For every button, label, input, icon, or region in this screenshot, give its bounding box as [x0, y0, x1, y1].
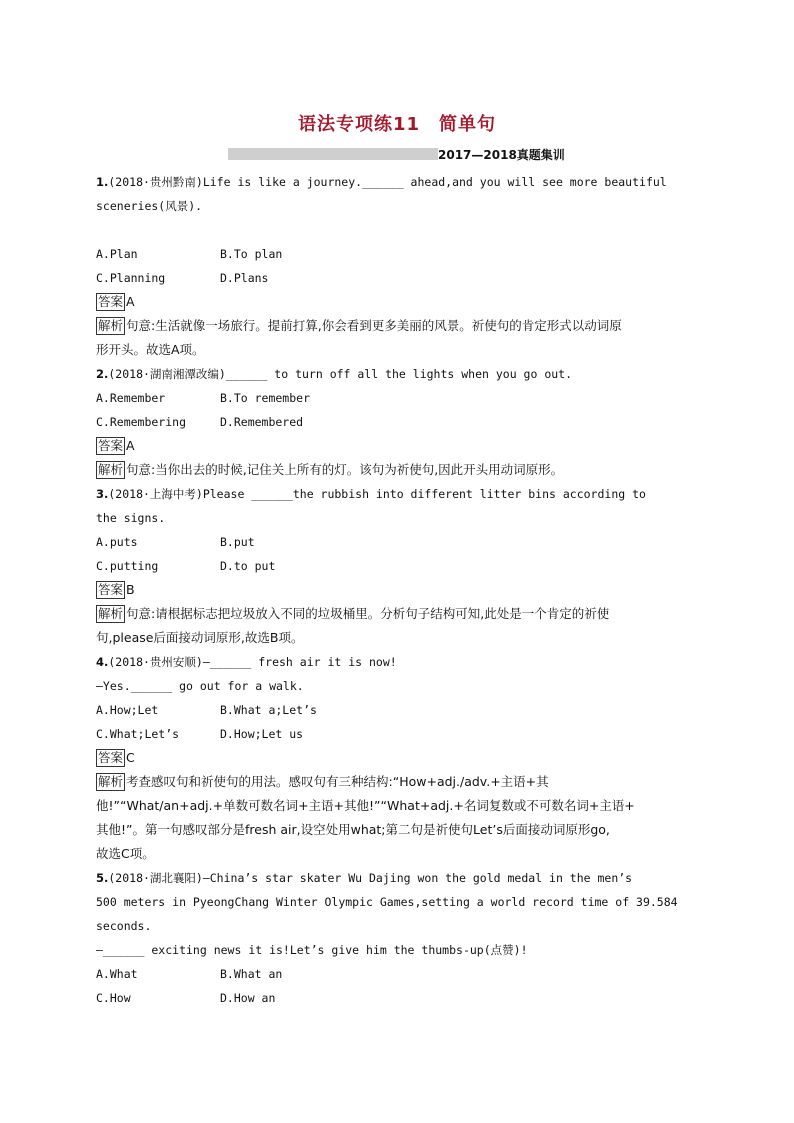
question-number: 5. [96, 871, 109, 885]
question-stem-text: (2018·贵州安顺)—______ fresh air it is now! [108, 655, 397, 669]
answer-value: A [126, 294, 135, 309]
option: D.How;Let us [220, 727, 304, 741]
page-title: 语法专项练11 简单句 [297, 114, 497, 135]
question-stem-line [96, 482, 706, 506]
option: D.How an [220, 991, 276, 1005]
answer-row [96, 434, 706, 458]
options-row [96, 722, 706, 746]
option: A.Plan [96, 247, 138, 261]
question-block [96, 482, 706, 650]
question-stem-text: —______ exciting news it is!Let’s give him the thumbs-up(点赞)! [96, 943, 528, 957]
analysis-line [96, 602, 706, 626]
question-stem-text: 500 meters in PyeongChang Winter Olympic Games,setting a world record time of 39.584 [96, 895, 678, 909]
answer-value: A [126, 438, 135, 453]
question-stem-text: seconds. [96, 919, 152, 933]
analysis-text: 他!”“What/an+adj.+单数可数名词+主语+其他!”“What+adj.+名词复数或不可数名词+主语+ [96, 798, 635, 813]
answer-tag: 答案 [98, 582, 124, 597]
question-stem-line [96, 938, 706, 962]
question-number: 2. [96, 367, 109, 381]
analysis-line [96, 338, 706, 362]
answer-value: B [126, 582, 135, 597]
option: D.Remembered [220, 415, 304, 429]
question-stem-line [96, 674, 706, 698]
question-stem-text: (2018·湖北襄阳)—China’s star skater Wu Dajing won the gold medal in the men’s [108, 871, 633, 885]
analysis-text: 考查感叹句和祈使句的用法。感叹句有三种结构:“How+adj./adv.+主语+其 [126, 774, 549, 789]
analysis-text: 句意:当你出去的时候,记住关上所有的灯。该句为祈使句,因此开头用动词原形。 [126, 462, 564, 477]
question-stem-text: (2018·上海中考)Please ______the rubbish into different litter bins according to [108, 487, 646, 501]
options-row [96, 410, 706, 434]
question-stem-text: (2018·湖南湘潭改编)______ to turn off all the lights when you go out. [108, 367, 573, 381]
analysis-text: 故选C项。 [96, 846, 155, 861]
analysis-text: 形开头。故选A项。 [96, 342, 205, 357]
option: D.Plans [220, 271, 269, 285]
analysis-line [96, 626, 706, 650]
question-stem-text: sceneries(风景). [96, 199, 203, 213]
options-row [96, 554, 706, 578]
question-stem-line [96, 890, 706, 914]
answer-tag: 答案 [98, 294, 124, 309]
options-row [96, 962, 706, 986]
question-stem-line [96, 650, 706, 674]
option: C.putting [96, 559, 159, 573]
question-block [96, 650, 706, 866]
question-number: 4. [96, 655, 109, 669]
option: C.How [96, 991, 131, 1005]
analysis-text: 句意:生活就像一场旅行。提前打算,你会看到更多美丽的风景。祈使句的肯定形式以动词原 [126, 318, 622, 333]
question-stem-text: (2018·贵州黔南)Life is like a journey.______ ahead,and you will see more beautiful [108, 175, 667, 189]
question-number: 1. [96, 175, 109, 189]
option: B.What an [220, 967, 283, 981]
option: C.Remembering [96, 415, 187, 429]
answer-row [96, 290, 706, 314]
question-number: 3. [96, 487, 109, 501]
section-bar [228, 148, 438, 160]
option: A.puts [96, 535, 138, 549]
analysis-line [96, 794, 706, 818]
option: C.Planning [96, 271, 166, 285]
option: B.put [220, 535, 255, 549]
spacer [96, 218, 706, 242]
answer-tag: 答案 [98, 438, 124, 453]
question-stem-line [96, 362, 706, 386]
question-block [96, 170, 706, 362]
analysis-text: 句意:请根据标志把垃圾放入不同的垃圾桶里。分析句子结构可知,此处是一个肯定的祈使 [126, 606, 610, 621]
question-stem-line [96, 506, 706, 530]
options-row [96, 266, 706, 290]
option: B.To remember [220, 391, 311, 405]
analysis-line [96, 818, 706, 842]
answer-value: C [126, 750, 135, 765]
analysis-line [96, 458, 706, 482]
analysis-tag: 解析 [98, 606, 124, 621]
option: D.to put [220, 559, 276, 573]
answer-row [96, 578, 706, 602]
question-block [96, 362, 706, 482]
answer-row [96, 746, 706, 770]
option: B.What a;Let’s [220, 703, 317, 717]
question-stem-text: the signs. [96, 511, 166, 525]
question-stem-line [96, 866, 706, 890]
question-stem-text: —Yes.______ go out for a walk. [96, 679, 304, 693]
options-row [96, 386, 706, 410]
question-block [96, 866, 706, 1010]
analysis-text: 其他!”。第一句感叹部分是fresh air,设空处用what;第二句是祈使句Let’s后面接动词原形go, [96, 822, 610, 837]
options-row [96, 986, 706, 1010]
option: B.To plan [220, 247, 283, 261]
answer-tag: 答案 [98, 750, 124, 765]
option: C.What;Let’s [96, 727, 180, 741]
options-row [96, 242, 706, 266]
section-heading: 2017—2018真题集训 [438, 148, 565, 162]
analysis-line [96, 770, 706, 794]
analysis-line [96, 842, 706, 866]
option: A.How;Let [96, 703, 159, 717]
option: A.What [96, 967, 138, 981]
analysis-tag: 解析 [98, 318, 124, 333]
analysis-tag: 解析 [98, 462, 124, 477]
question-stem-line [96, 914, 706, 938]
question-stem-line [96, 194, 706, 218]
analysis-tag: 解析 [98, 774, 124, 789]
question-stem-line [96, 170, 706, 194]
options-row [96, 530, 706, 554]
question-list [96, 170, 706, 1010]
analysis-text: 句,please后面接动词原形,故选B项。 [96, 630, 304, 645]
option: A.Remember [96, 391, 166, 405]
options-row [96, 698, 706, 722]
analysis-line [96, 314, 706, 338]
